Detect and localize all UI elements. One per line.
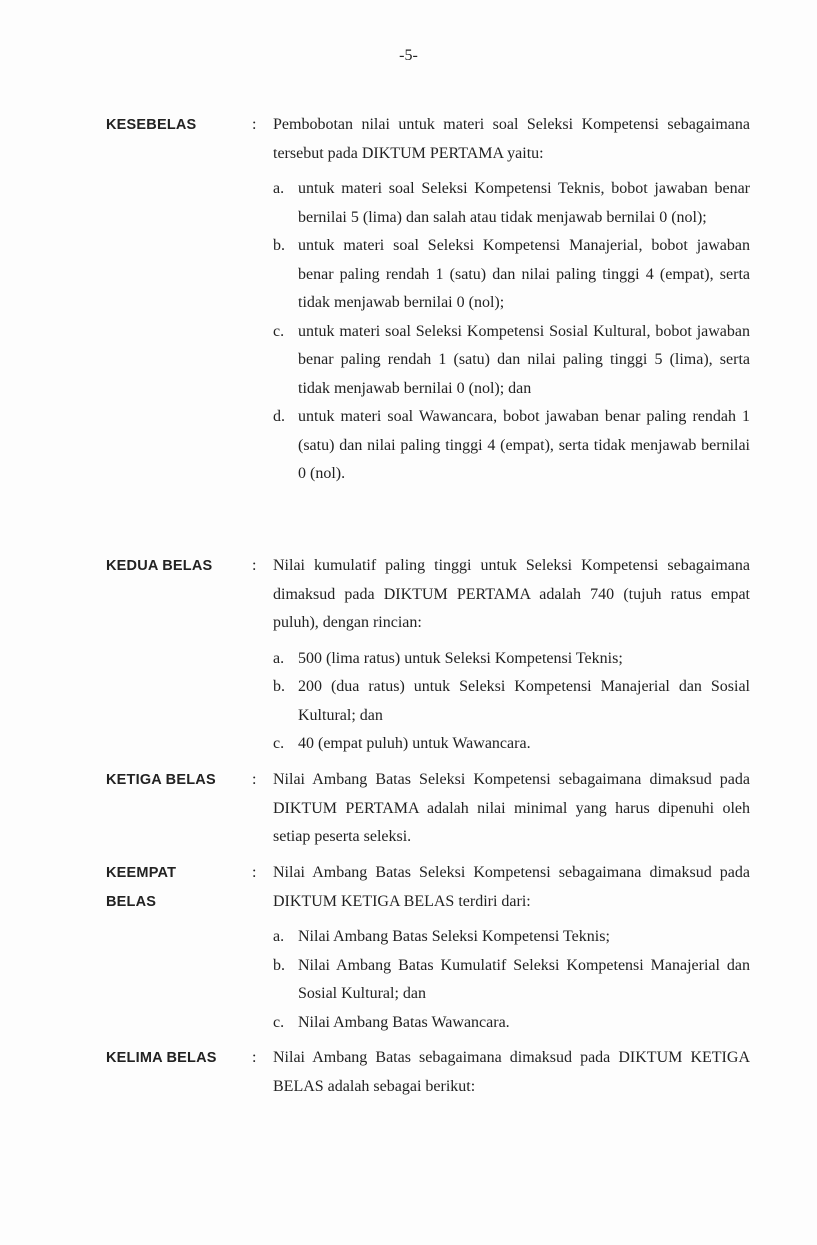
diktum-lead-text: Nilai kumulatif paling tinggi untuk Seleksi Kompetensi sebagaimana dimaksud pada DIKTUM PERTAMA adalah 740 (tujuh ratus empat puluh), dengan rincian:	[273, 557, 750, 631]
list-item	[273, 673, 750, 730]
diktum-colon: :	[252, 557, 257, 574]
list-item	[273, 923, 750, 952]
list-marker: c.	[273, 735, 285, 752]
list-item	[273, 232, 750, 318]
diktum-list	[273, 175, 750, 489]
diktum-body	[273, 859, 750, 1037]
diktum-label: KEDUA BELAS	[106, 558, 213, 574]
list-item-text: Nilai Ambang Batas Kumulatif Seleksi Kompetensi Manajerial dan Sosial Kultural; dan	[298, 956, 750, 1002]
list-item-text: Nilai Ambang Batas Wawancara.	[298, 1013, 510, 1031]
list-item-text: untuk materi soal Seleksi Kompetensi Teknis, bobot jawaban benar bernilai 5 (lima) dan salah atau tidak menjawab bernilai 0 (nol);	[298, 180, 750, 226]
diktum-body	[273, 766, 750, 852]
diktum-lead-text: Nilai Ambang Batas sebagaimana dimaksud pada DIKTUM KETIGA BELAS adalah sebagai berikut:	[273, 1049, 750, 1095]
list-marker: b.	[273, 678, 285, 695]
diktum-label	[106, 859, 176, 916]
list-item	[273, 952, 750, 1009]
diktum-label: KESEBELAS	[106, 117, 197, 133]
list-item-text: untuk materi soal Seleksi Kompetensi Sosial Kultural, bobot jawaban benar paling rendah 1 (satu) dan nilai paling tinggi 5 (lima), serta tidak menjawab bernilai 0 (nol); dan	[298, 322, 750, 397]
diktum-label-line1: KEEMPAT	[106, 865, 177, 881]
diktum-label: KETIGA BELAS	[106, 772, 216, 788]
list-marker: b.	[273, 956, 285, 974]
list-item-text: 40 (empat puluh) untuk Wawancara.	[298, 735, 531, 752]
list-marker: c.	[273, 322, 285, 340]
diktum-body	[273, 552, 750, 759]
list-marker: a.	[273, 649, 285, 667]
diktum-body	[273, 111, 750, 489]
list-item-text: 500 (lima ratus) untuk Seleksi Kompetensi Teknis;	[298, 649, 623, 667]
diktum-lead-text: Nilai Ambang Batas Seleksi Kompetensi sebagaimana dimaksud pada DIKTUM KETIGA BELAS terdiri dari:	[273, 864, 750, 910]
diktum-lead-text: Pembobotan nilai untuk materi soal Seleksi Kompetensi sebagaimana tersebut pada DIKTUM PERTAMA yaitu:	[273, 116, 750, 162]
list-item-text: untuk materi soal Seleksi Kompetensi Manajerial, bobot jawaban benar paling rendah 1 (satu) dan nilai paling tinggi 4 (empat), serta tidak menjawab bernilai 0 (nol);	[298, 237, 750, 311]
diktum-list	[273, 923, 750, 1037]
list-item	[273, 730, 750, 759]
diktum-lead-text: Nilai Ambang Batas Seleksi Kompetensi sebagaimana dimaksud pada DIKTUM PERTAMA adalah nilai minimal yang harus dipenuhi oleh setiap peserta seleksi.	[273, 771, 750, 845]
diktum-label-line2: BELAS	[106, 893, 157, 910]
list-item	[273, 175, 750, 232]
page-number: -5-	[399, 47, 418, 64]
list-item	[273, 645, 750, 674]
list-marker: b.	[273, 237, 285, 254]
diktum-body	[273, 1044, 750, 1101]
list-item	[273, 1009, 750, 1038]
list-item	[273, 318, 750, 404]
list-item	[273, 403, 750, 489]
list-item-text: untuk materi soal Wawancara, bobot jawaban benar paling rendah 1 (satu) dan nilai paling tinggi 4 (empat), serta tidak menjawab bernilai 0 (nol).	[298, 408, 750, 482]
list-marker: a.	[273, 180, 285, 197]
diktum-colon: :	[252, 771, 257, 788]
list-marker: a.	[273, 928, 285, 945]
diktum-colon: :	[252, 1049, 257, 1066]
list-marker: d.	[273, 408, 285, 425]
diktum-colon: :	[252, 864, 257, 881]
diktum-list	[273, 645, 750, 759]
diktum-colon: :	[252, 116, 257, 133]
list-item-text: 200 (dua ratus) untuk Seleksi Kompetensi Manajerial dan Sosial Kultural; dan	[298, 678, 750, 724]
list-item-text: Nilai Ambang Batas Seleksi Kompetensi Teknis;	[298, 928, 610, 945]
diktum-label: KELIMA BELAS	[106, 1050, 217, 1066]
list-marker: c.	[273, 1013, 285, 1031]
